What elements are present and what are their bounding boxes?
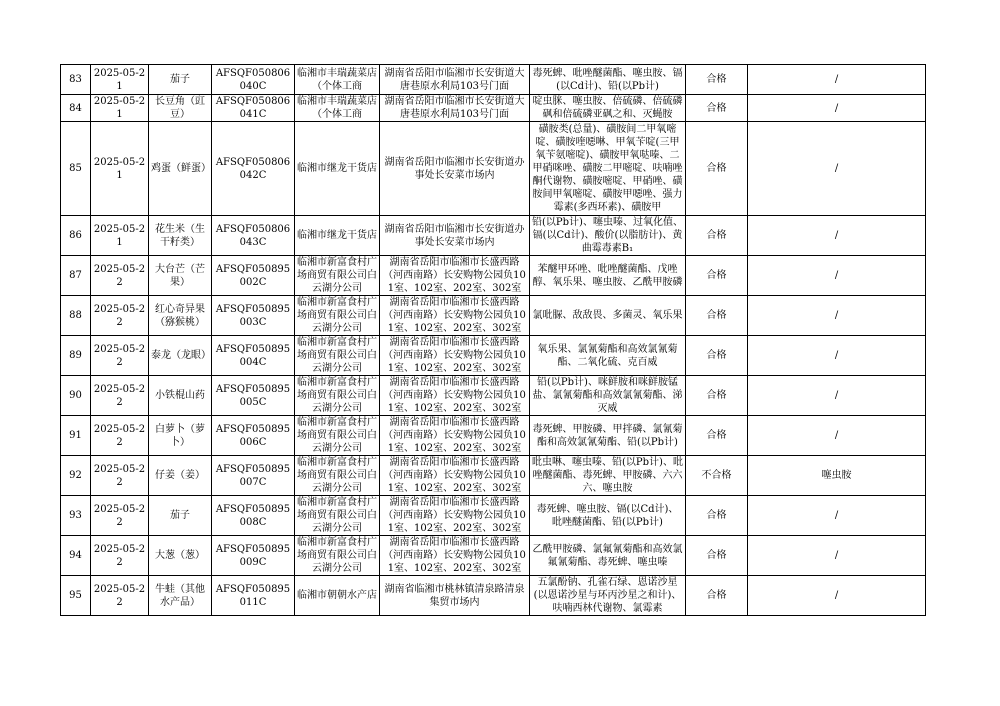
test-items: 啶虫脒、噻虫胺、倍硫磷、倍硫磷砜和倍硫磷亚砜之和、灭蝇胺 — [530, 95, 686, 122]
table-row — [61, 122, 926, 216]
sample-code: AFSQF050895005C — [212, 376, 295, 416]
table-row — [61, 576, 926, 616]
product-name: 大台芒（芒果） — [149, 256, 212, 296]
table-row — [61, 536, 926, 576]
seller-name: 临湘市新富食村广场商贸有限公司白云湖分公司 — [295, 496, 380, 536]
product-name: 白萝卜（萝卜） — [149, 416, 212, 456]
seller-address: 湖南省临湘市桃林镇清泉路清泉集贸市场内 — [380, 576, 530, 616]
result: 合格 — [686, 95, 748, 122]
table-row — [61, 296, 926, 336]
seller-name: 临湘市新富食村广场商贸有限公司白云湖分公司 — [295, 416, 380, 456]
seller-address: 湖南省岳阳市临湘市长盛西路（河西南路）长安购物公园负101室、102室、202室、302室 — [380, 256, 530, 296]
row-number: 86 — [61, 216, 91, 256]
seller-name: 临湘市继龙干货店 — [295, 122, 380, 216]
sample-code: AFSQF050895003C — [212, 296, 295, 336]
sample-code: AFSQF050895007C — [212, 456, 295, 496]
sample-code: AFSQF050895006C — [212, 416, 295, 456]
seller-address: 湖南省岳阳市临湘市长盛西路（河西南路）长安购物公园负101室、102室、202室、302室 — [380, 536, 530, 576]
result: 合格 — [686, 376, 748, 416]
seller-address: 湖南省岳阳市临湘市长安街道大唐巷原水利局103号门面 — [380, 95, 530, 122]
table-row — [61, 416, 926, 456]
table-row — [61, 95, 926, 122]
test-items: 铅(以Pb计)、咪鲜胺和咪鲜胺锰盐、氯氰菊酯和高效氯氰菊酯、涕灭威 — [530, 376, 686, 416]
sampling-date: 2025-05-22 — [91, 496, 149, 536]
test-items: 毒死蜱、甲胺磷、甲拌磷、氯氰菊酯和高效氯氰菊酯、铅(以Pb计) — [530, 416, 686, 456]
test-items: 毒死蜱、吡唑醚菌酯、噻虫胺、镉(以Cd计)、铅(以Pb计) — [530, 65, 686, 95]
test-items: 氯吡脲、敌敌畏、多菌灵、氧乐果 — [530, 296, 686, 336]
result: 合格 — [686, 216, 748, 256]
product-name: 小铁棍山药 — [149, 376, 212, 416]
failed-item: / — [748, 256, 926, 296]
failed-item: / — [748, 296, 926, 336]
seller-name: 临湘市新富食村广场商贸有限公司白云湖分公司 — [295, 336, 380, 376]
table-row — [61, 456, 926, 496]
seller-address: 湖南省岳阳市临湘市长盛西路（河西南路）长安购物公园负101室、102室、202室、302室 — [380, 496, 530, 536]
row-number: 85 — [61, 122, 91, 216]
result: 合格 — [686, 496, 748, 536]
seller-address: 湖南省岳阳市临湘市长盛西路（河西南路）长安购物公园负101室、102室、202室、302室 — [380, 376, 530, 416]
row-number: 92 — [61, 456, 91, 496]
seller-name: 临湘市新富食村广场商贸有限公司白云湖分公司 — [295, 456, 380, 496]
sample-code: AFSQF050806041C — [212, 95, 295, 122]
sampling-date: 2025-05-21 — [91, 216, 149, 256]
failed-item: / — [748, 65, 926, 95]
seller-name: 临湘市丰瑞蔬菜店（个体工商 — [295, 65, 380, 95]
row-number: 84 — [61, 95, 91, 122]
failed-item: / — [748, 496, 926, 536]
result: 合格 — [686, 256, 748, 296]
product-name: 牛蛙（其他水产品） — [149, 576, 212, 616]
row-number: 91 — [61, 416, 91, 456]
test-items: 磺胺类(总量)、磺胺间二甲氧嘧啶、磺胺喹噁啉、甲氧苄啶(三甲氧苄氨嘧啶)、磺胺甲氧哒嗪、二甲硝咪唑、磺胺二甲嘧啶、呋喃唑酮代谢物、磺胺嘧啶、甲硝唑、磺胺间甲氧嘧啶、磺胺甲噁唑、强力霉素(多西环素)、磺胺甲 — [530, 122, 686, 216]
test-items: 氧乐果、氯氰菊酯和高效氯氰菊酯、二氧化硫、克百威 — [530, 336, 686, 376]
seller-name: 临湘市新富食村广场商贸有限公司白云湖分公司 — [295, 536, 380, 576]
seller-name: 临湘市朝朝水产店 — [295, 576, 380, 616]
seller-address: 湖南省岳阳市临湘市长盛西路（河西南路）长安购物公园负101室、102室、202室、302室 — [380, 336, 530, 376]
sampling-date: 2025-05-22 — [91, 256, 149, 296]
sampling-date: 2025-05-22 — [91, 296, 149, 336]
row-number: 88 — [61, 296, 91, 336]
row-number: 89 — [61, 336, 91, 376]
sample-code: AFSQF050895002C — [212, 256, 295, 296]
failed-item: 噻虫胺 — [748, 456, 926, 496]
seller-name: 临湘市新富食村广场商贸有限公司白云湖分公司 — [295, 256, 380, 296]
row-number: 95 — [61, 576, 91, 616]
seller-address: 湖南省岳阳市临湘市长盛西路（河西南路）长安购物公园负101室、102室、202室、302室 — [380, 416, 530, 456]
table-row — [61, 496, 926, 536]
result: 合格 — [686, 296, 748, 336]
seller-name: 临湘市丰瑞蔬菜店（个体工商 — [295, 95, 380, 122]
sampling-date: 2025-05-22 — [91, 456, 149, 496]
test-items: 苯醚甲环唑、吡唑醚菌酯、戊唑醇、氧乐果、噻虫胺、乙酰甲胺磷 — [530, 256, 686, 296]
product-name: 鸡蛋（鲜蛋） — [149, 122, 212, 216]
seller-name: 临湘市新富食村广场商贸有限公司白云湖分公司 — [295, 376, 380, 416]
row-number: 87 — [61, 256, 91, 296]
sampling-date: 2025-05-22 — [91, 536, 149, 576]
failed-item: / — [748, 376, 926, 416]
product-name: 茄子 — [149, 496, 212, 536]
seller-name: 临湘市继龙干货店 — [295, 216, 380, 256]
result: 合格 — [686, 122, 748, 216]
sampling-date: 2025-05-22 — [91, 576, 149, 616]
seller-name: 临湘市新富食村广场商贸有限公司白云湖分公司 — [295, 296, 380, 336]
failed-item: / — [748, 95, 926, 122]
failed-item: / — [748, 216, 926, 256]
table-row — [61, 65, 926, 95]
product-name: 茄子 — [149, 65, 212, 95]
test-items: 五氯酚钠、孔雀石绿、恩诺沙星(以恩诺沙星与环丙沙星之和计)、呋喃西林代谢物、氯霉素 — [530, 576, 686, 616]
sampling-date: 2025-05-21 — [91, 95, 149, 122]
product-name: 长豆角（豇豆） — [149, 95, 212, 122]
sample-code: AFSQF050895008C — [212, 496, 295, 536]
product-name: 大葱（葱） — [149, 536, 212, 576]
product-name: 泰龙（龙眼） — [149, 336, 212, 376]
sample-code: AFSQF050895011C — [212, 576, 295, 616]
row-number: 83 — [61, 65, 91, 95]
result: 合格 — [686, 336, 748, 376]
table-row — [61, 336, 926, 376]
row-number: 93 — [61, 496, 91, 536]
seller-address: 湖南省岳阳市临湘市长盛西路（河西南路）长安购物公园负101室、102室、202室、302室 — [380, 296, 530, 336]
sample-code: AFSQF050806043C — [212, 216, 295, 256]
seller-address: 湖南省岳阳市临湘市长安街道办事处长安菜市场内 — [380, 216, 530, 256]
sampling-date: 2025-05-21 — [91, 65, 149, 95]
test-items: 乙酰甲胺磷、氯氟氰菊酯和高效氯氟氰菊酯、毒死蜱、噻虫嗪 — [530, 536, 686, 576]
result: 合格 — [686, 65, 748, 95]
seller-address: 湖南省岳阳市临湘市长安街道办事处长安菜市场内 — [380, 122, 530, 216]
inspection-results-table — [60, 64, 926, 616]
seller-address: 湖南省岳阳市临湘市长安街道大唐巷原水利局103号门面 — [380, 65, 530, 95]
sample-code: AFSQF050895009C — [212, 536, 295, 576]
table-row — [61, 376, 926, 416]
seller-address: 湖南省岳阳市临湘市长盛西路（河西南路）长安购物公园负101室、102室、202室、302室 — [380, 456, 530, 496]
result: 不合格 — [686, 456, 748, 496]
sampling-date: 2025-05-22 — [91, 336, 149, 376]
failed-item: / — [748, 576, 926, 616]
row-number: 90 — [61, 376, 91, 416]
sampling-date: 2025-05-22 — [91, 416, 149, 456]
failed-item: / — [748, 122, 926, 216]
product-name: 红心奇异果（猕猴桃） — [149, 296, 212, 336]
table-row — [61, 256, 926, 296]
result: 合格 — [686, 536, 748, 576]
result: 合格 — [686, 416, 748, 456]
result: 合格 — [686, 576, 748, 616]
table-body — [61, 65, 926, 616]
sampling-date: 2025-05-21 — [91, 122, 149, 216]
failed-item: / — [748, 416, 926, 456]
failed-item: / — [748, 336, 926, 376]
test-items: 铅(以Pb计)、噻虫嗪、过氧化值、镉(以Cd计)、酸价(以脂肪计)、黄曲霉毒素B₁ — [530, 216, 686, 256]
sample-code: AFSQF050806040C — [212, 65, 295, 95]
product-name: 仔姜（姜） — [149, 456, 212, 496]
sampling-date: 2025-05-22 — [91, 376, 149, 416]
test-items: 吡虫啉、噻虫嗪、铅(以Pb计)、吡唑醚菌酯、毒死蜱、甲胺磷、六六六、噻虫胺 — [530, 456, 686, 496]
row-number: 94 — [61, 536, 91, 576]
product-name: 花生米（生干籽类） — [149, 216, 212, 256]
test-items: 毒死蜱、噻虫胺、镉(以Cd计)、吡唑醚菌酯、铅(以Pb计) — [530, 496, 686, 536]
failed-item: / — [748, 536, 926, 576]
sample-code: AFSQF050895004C — [212, 336, 295, 376]
table-row — [61, 216, 926, 256]
sample-code: AFSQF050806042C — [212, 122, 295, 216]
